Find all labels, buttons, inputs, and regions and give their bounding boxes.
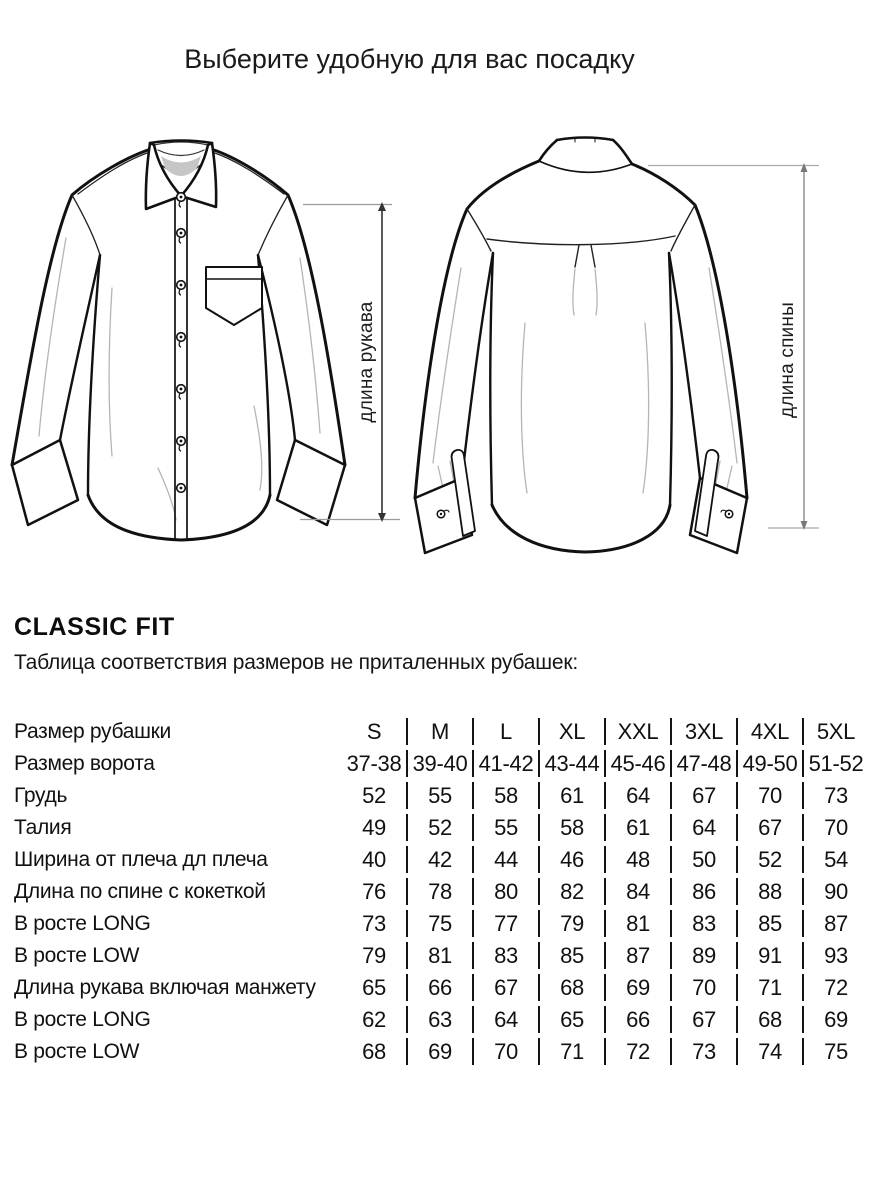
row-value: 45-46 [605,748,671,780]
row-value: 67 [671,1004,737,1036]
row-value: 3XL [671,716,737,748]
row-value: 74 [737,1036,803,1068]
row-value: 70 [737,780,803,812]
table-row [14,876,869,908]
row-value: 4XL [737,716,803,748]
row-label: Талия [14,816,72,839]
row-value: 68 [362,1039,386,1064]
row-value: 80 [473,876,539,908]
row-value: 64 [671,812,737,844]
row-value: 67 [671,780,737,812]
row-value: M [407,716,473,748]
row-value: 61 [539,780,605,812]
row-value: 65 [362,975,386,1000]
row-value: 67 [737,812,803,844]
table-row [14,716,869,748]
row-value: 55 [473,812,539,844]
row-value: 75 [407,908,473,940]
row-value: 73 [671,1036,737,1068]
row-value: S [366,719,382,744]
row-value: 83 [671,908,737,940]
row-value: 72 [803,972,869,1004]
row-value: 77 [473,908,539,940]
row-value: 85 [539,940,605,972]
table-row [14,940,869,972]
row-value: 68 [737,1004,803,1036]
table-subtitle: Таблица соответствия размеров не приталенных рубашек: [14,651,578,674]
back-length-dimension-label: длина спины [777,302,798,418]
row-label: В росте LOW [14,1040,140,1063]
row-value: 49-50 [737,748,803,780]
row-value: 79 [539,908,605,940]
page-title: Выберите удобную для вас посадку [184,44,635,74]
row-value: 84 [605,876,671,908]
row-value: 50 [671,844,737,876]
row-value: XL [539,716,605,748]
table-row [14,908,869,940]
row-value: 49 [362,815,386,840]
row-value: 61 [605,812,671,844]
row-value: 64 [605,780,671,812]
table-row [14,812,869,844]
row-value: 72 [605,1036,671,1068]
row-value: 69 [407,1036,473,1068]
row-value: L [473,716,539,748]
row-value: 51-52 [803,748,869,780]
row-value: 44 [473,844,539,876]
row-value: 87 [605,940,671,972]
table-row [14,780,869,812]
table-row [14,1004,869,1036]
row-label: Длина рукава включая манжету [14,976,316,999]
row-value: XXL [605,716,671,748]
row-value: 71 [737,972,803,1004]
row-value: 42 [407,844,473,876]
row-value: 87 [803,908,869,940]
row-value: 73 [803,780,869,812]
row-value: 67 [473,972,539,1004]
row-value: 58 [473,780,539,812]
row-value: 70 [671,972,737,1004]
row-value: 63 [407,1004,473,1036]
row-value: 47-48 [671,748,737,780]
table-row [14,748,869,780]
row-value: 79 [362,943,386,968]
row-label: Ширина от плеча дл плеча [14,848,268,871]
row-value: 41-42 [473,748,539,780]
row-value: 70 [473,1036,539,1068]
row-value: 76 [362,879,386,904]
row-value: 65 [539,1004,605,1036]
row-label: Грудь [14,784,68,807]
row-label: В росте LONG [14,912,151,935]
row-value: 82 [539,876,605,908]
row-value: 89 [671,940,737,972]
row-value: 40 [362,847,386,872]
row-value: 54 [803,844,869,876]
row-value: 62 [362,1007,386,1032]
row-value: 5XL [803,716,869,748]
row-value: 48 [605,844,671,876]
row-value: 70 [803,812,869,844]
row-label: Размер ворота [14,752,155,775]
fit-heading: CLASSIC FIT [14,613,175,641]
row-value: 88 [737,876,803,908]
row-value: 52 [407,812,473,844]
row-label: Длина по спине с кокеткой [14,880,266,903]
row-value: 75 [803,1036,869,1068]
sleeve-length-dimension-label: длина рукава [356,301,377,423]
row-label: В росте LONG [14,1008,151,1031]
size-table-body [14,716,869,1068]
row-label: В росте LOW [14,944,140,967]
row-value: 37-38 [346,751,402,776]
sleeve-length-arrow [300,202,400,522]
row-value: 68 [539,972,605,1004]
row-value: 78 [407,876,473,908]
row-value: 58 [539,812,605,844]
row-value: 69 [605,972,671,1004]
row-value: 43-44 [539,748,605,780]
row-value: 73 [362,911,386,936]
row-value: 52 [362,783,386,808]
row-value: 83 [473,940,539,972]
row-value: 81 [407,940,473,972]
row-value: 66 [407,972,473,1004]
row-value: 81 [605,908,671,940]
row-value: 93 [803,940,869,972]
row-label: Размер рубашки [14,720,171,743]
row-value: 46 [539,844,605,876]
row-value: 66 [605,1004,671,1036]
row-value: 91 [737,940,803,972]
table-row [14,1036,869,1068]
row-value: 52 [737,844,803,876]
row-value: 55 [407,780,473,812]
table-row [14,844,869,876]
table-row [14,972,869,1004]
row-value: 90 [803,876,869,908]
row-value: 39-40 [407,748,473,780]
row-value: 85 [737,908,803,940]
row-value: 64 [473,1004,539,1036]
size-table [14,716,869,1068]
row-value: 71 [539,1036,605,1068]
row-value: 86 [671,876,737,908]
row-value: 69 [803,1004,869,1036]
